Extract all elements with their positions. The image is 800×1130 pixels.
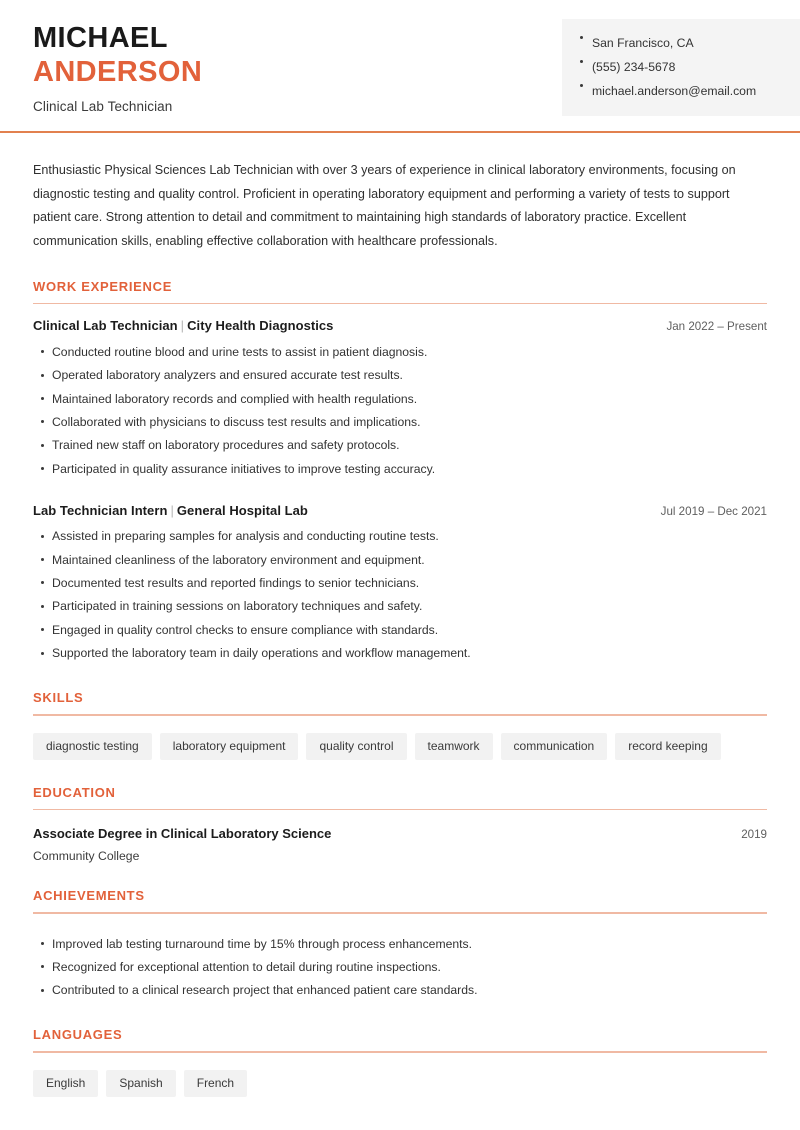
contact-list (562, 31, 800, 104)
achievements-bullet-list (33, 932, 767, 1002)
list-item: Contributed to a clinical research project that enhanced patient care standards. (52, 979, 767, 1002)
section-divider (33, 912, 767, 914)
language-pill: French (184, 1070, 247, 1097)
section-title-skills: SKILLS (33, 689, 84, 705)
experience-date-range: Jan 2022 – Present (666, 320, 767, 334)
professional-summary: Enthusiastic Physical Sciences Lab Technician with over 3 years of experience in clinical laboratory environments, focusing on diagnostic testing and quality control. Proficient in operating laboratory equipment and performing a variety of tests to support patient care. Strong attention to detail and commitment to maintaining high standards of laboratory practice. Excellent communication skills, enabling effective collaboration with healthcare professionals. (33, 163, 736, 249)
skill-pill: laboratory equipment (160, 733, 299, 760)
section-skills (33, 690, 767, 760)
identity-block (0, 0, 202, 114)
list-item: Trained new staff on laboratory procedures and safety protocols. (52, 434, 767, 457)
list-item: Conducted routine blood and urine tests to assist in patient diagnosis. (52, 340, 767, 363)
section-title-achievements: ACHIEVEMENTS (33, 888, 145, 904)
section-title-education: EDUCATION (33, 784, 116, 800)
contact-email: michael.anderson@email.com (592, 79, 790, 103)
contact-phone: (555) 234-5678 (592, 55, 790, 79)
experience-entry-header (33, 318, 767, 333)
list-item: Participated in quality assurance initiatives to improve testing accuracy. (52, 457, 767, 480)
section-education (33, 785, 767, 864)
skill-pill: record keeping (615, 733, 720, 760)
experience-company: General Hospital Lab (176, 502, 308, 518)
experience-bullet-list (33, 525, 767, 665)
list-item: Assisted in preparing samples for analysis and conducting routine tests. (52, 525, 767, 548)
section-work-experience (33, 279, 767, 665)
resume-header (0, 0, 800, 131)
education-entry-header (33, 826, 767, 841)
experience-entry (33, 318, 767, 480)
skill-pill: quality control (306, 733, 406, 760)
education-year: 2019 (741, 828, 767, 842)
section-divider (33, 714, 767, 716)
education-school: Community College (33, 849, 140, 864)
contact-location: San Francisco, CA (592, 31, 790, 55)
resume-body (0, 159, 800, 1097)
list-item: Operated laboratory analyzers and ensured accurate test results. (52, 364, 767, 387)
experience-entry-title (33, 318, 333, 333)
list-item: Participated in training sessions on laboratory techniques and safety. (52, 595, 767, 618)
title-separator: | (170, 502, 174, 518)
last-name: ANDERSON (33, 55, 203, 88)
contact-box (562, 19, 800, 116)
section-divider (33, 303, 767, 305)
education-entry (33, 826, 767, 863)
list-item: Recognized for exceptional attention to detail during routine inspections. (52, 955, 767, 978)
list-item: Improved lab testing turnaround time by 15% through process enhancements. (52, 932, 767, 955)
experience-role: Lab Technician Intern (33, 502, 168, 518)
headline-job-title: Clinical Lab Technician (33, 98, 173, 114)
education-degree: Associate Degree in Clinical Laboratory Science (33, 826, 332, 842)
list-item: Maintained cleanliness of the laboratory environment and equipment. (52, 548, 767, 571)
experience-role: Clinical Lab Technician (33, 318, 178, 334)
list-item: Supported the laboratory team in daily operations and workflow management. (52, 642, 767, 665)
skill-pill: communication (501, 733, 608, 760)
experience-entry-header (33, 503, 767, 518)
section-divider (33, 1051, 767, 1053)
first-name: MICHAEL (33, 22, 168, 54)
list-item: Maintained laboratory records and complied with health regulations. (52, 387, 767, 410)
header-divider (0, 131, 800, 133)
language-pill: English (33, 1070, 98, 1097)
experience-date-range: Jul 2019 – Dec 2021 (660, 504, 767, 518)
experience-company: City Health Diagnostics (187, 318, 334, 334)
skill-pill: teamwork (415, 733, 493, 760)
section-languages (33, 1027, 767, 1097)
language-pill: Spanish (106, 1070, 175, 1097)
section-title-work-experience: WORK EXPERIENCE (33, 278, 173, 294)
skill-pill: diagnostic testing (33, 733, 152, 760)
experience-entry (33, 503, 767, 665)
experience-entry-title (33, 503, 308, 518)
skills-pill-row (33, 732, 767, 760)
section-title-languages: LANGUAGES (33, 1027, 123, 1043)
list-item: Documented test results and reported findings to senior technicians. (52, 571, 767, 594)
list-item: Collaborated with physicians to discuss test results and implications. (52, 410, 767, 433)
title-separator: | (180, 318, 185, 334)
languages-pill-row (33, 1069, 767, 1097)
section-achievements (33, 888, 767, 1002)
list-item: Engaged in quality control checks to ensure compliance with standards. (52, 618, 767, 641)
experience-bullet-list (33, 340, 767, 480)
section-divider (33, 809, 767, 811)
